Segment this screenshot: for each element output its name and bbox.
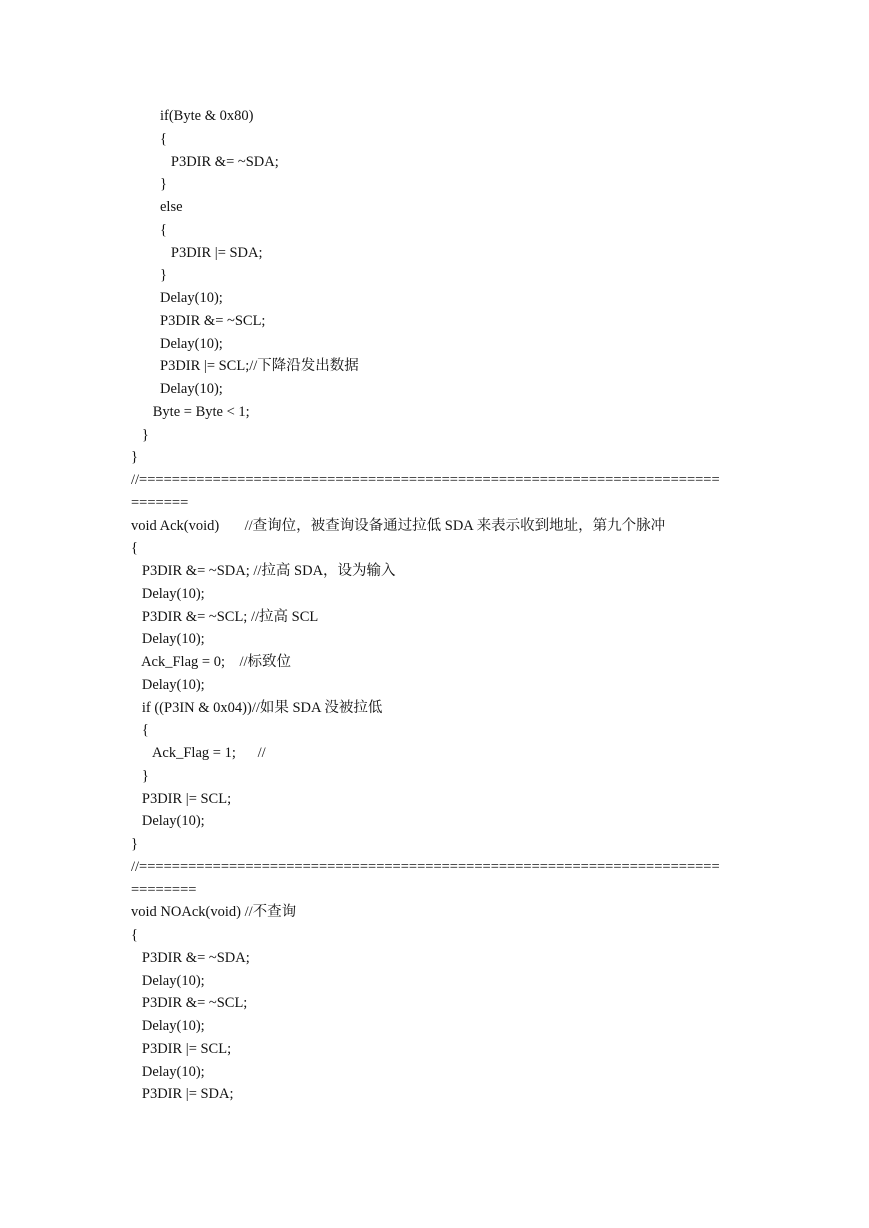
code-line: Byte = Byte < 1; — [131, 403, 250, 420]
code-line: void NOAck(void) //不查询 — [131, 904, 297, 921]
code-line: Delay(10); — [131, 676, 205, 693]
code-line: P3DIR &= ~SCL; — [131, 995, 248, 1012]
code-line: void Ack(void) //查询位，被查询设备通过拉低 SDA 来表示收到地址，第九个脉冲 — [131, 517, 666, 534]
code-line: P3DIR |= SDA; — [131, 244, 263, 261]
code-line: } — [131, 426, 149, 443]
code-line: } — [131, 449, 138, 466]
code-line: Delay(10); — [131, 813, 205, 830]
code-line: Delay(10); — [131, 1018, 205, 1034]
code-line: Delay(10); — [131, 972, 205, 989]
code-line: P3DIR &= ~SDA; — [131, 949, 250, 966]
code-line: Delay(10); — [131, 585, 205, 602]
code-line: P3DIR |= SCL; — [131, 1040, 232, 1057]
code-line: P3DIR &= ~SCL; — [131, 312, 266, 329]
code-line: ======= — [131, 494, 189, 511]
code-line: else — [131, 199, 183, 215]
code-line: Delay(10); — [131, 631, 205, 648]
code-line: P3DIR &= ~SDA; //拉高 SDA，设为输入 — [131, 563, 396, 579]
code-line: Delay(10); — [131, 335, 223, 352]
code-line: Delay(10); — [131, 381, 223, 397]
code-line: P3DIR |= SCL; — [131, 790, 232, 807]
code-line: Delay(10); — [131, 290, 223, 306]
code-line: if(Byte & 0x80) — [131, 108, 254, 124]
code-line: P3DIR &= ~SCL; //拉高 SCL — [131, 608, 319, 625]
code-line: { — [131, 130, 167, 147]
code-line: Ack_Flag = 0; //标致位 — [131, 654, 292, 670]
code-line: Ack_Flag = 1; // — [131, 745, 266, 761]
code-line: } — [131, 176, 167, 193]
code-line: } — [131, 836, 138, 852]
code-line: { — [131, 221, 167, 238]
code-line: { — [131, 927, 138, 943]
code-line: P3DIR |= SCL;//下降沿发出数据 — [131, 358, 359, 375]
code-line: //======================================================================= — [131, 858, 720, 875]
code-line: { — [131, 722, 149, 739]
code-line: ======== — [131, 881, 197, 898]
code-line: if ((P3IN & 0x04))//如果 SDA 没被拉低 — [131, 699, 383, 716]
code-line: //======================================================================= — [131, 472, 720, 488]
code-line: P3DIR &= ~SDA; — [131, 153, 279, 170]
code-line: } — [131, 767, 149, 784]
code-line: Delay(10); — [131, 1063, 205, 1080]
code-line: P3DIR |= SDA; — [131, 1086, 234, 1103]
code-line: } — [131, 267, 167, 284]
code-line: { — [131, 540, 138, 557]
